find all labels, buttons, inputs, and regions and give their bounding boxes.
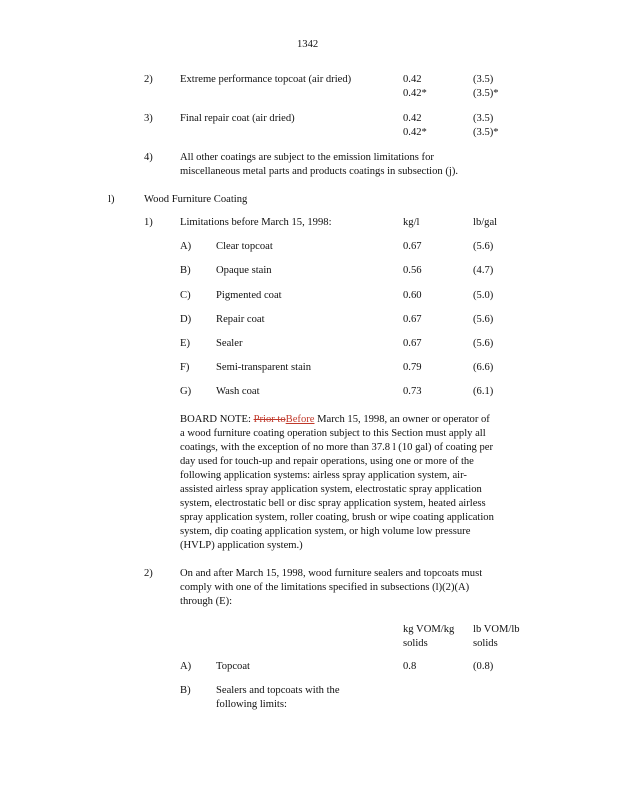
row-kg: 0.67 bbox=[403, 241, 422, 252]
row-name: Opaque stain bbox=[216, 265, 272, 276]
inserted-text: Before bbox=[285, 414, 315, 425]
row-letter: F) bbox=[180, 362, 190, 373]
board-note-line: following application systems: airless spray application system, air- bbox=[180, 470, 467, 481]
section-title: Wood Furniture Coating bbox=[144, 194, 248, 205]
row-letter: A) bbox=[180, 661, 192, 672]
row-name: Clear topcoat bbox=[216, 241, 273, 252]
kg-value: 0.42 bbox=[403, 74, 422, 85]
column-header-kg: kg VOM/kg bbox=[403, 624, 455, 635]
row-name: Repair coat bbox=[216, 314, 265, 325]
row-name: Topcoat bbox=[216, 661, 250, 672]
board-note-line: a wood furniture coating operation subject to this Section must apply all bbox=[180, 428, 486, 439]
row-name: Semi-transparent stain bbox=[216, 362, 312, 373]
row-lb: (6.6) bbox=[473, 362, 494, 373]
item-number: 4) bbox=[144, 152, 153, 163]
row-kg: 0.60 bbox=[403, 290, 422, 301]
row-kg: 0.73 bbox=[403, 386, 422, 397]
board-note-line bbox=[180, 413, 490, 427]
lb-value-alt: (3.5)* bbox=[473, 127, 499, 138]
item-number: 2) bbox=[144, 74, 153, 85]
kg-value: 0.42 bbox=[403, 113, 422, 124]
item-label: Extreme performance topcoat (air dried) bbox=[180, 74, 352, 85]
column-header-lb: lb/gal bbox=[473, 217, 498, 228]
column-header-lb: lb VOM/lb bbox=[473, 624, 520, 635]
row-kg: 0.8 bbox=[403, 661, 417, 672]
board-note-line: system, electrostatic bell or disc spray application system, heated airless bbox=[180, 498, 486, 509]
row-letter: C) bbox=[180, 290, 191, 301]
row-kg: 0.79 bbox=[403, 362, 422, 373]
board-note-line: assisted airless spray application system, electrostatic spray application bbox=[180, 484, 482, 495]
board-note-line: (HVLP) application system.) bbox=[180, 540, 303, 551]
kg-value-alt: 0.42* bbox=[403, 88, 427, 99]
row-lb: (5.6) bbox=[473, 241, 494, 252]
item-text-line: miscellaneous metal parts and products coatings in subsection (j). bbox=[180, 166, 459, 177]
row-name: Sealers and topcoats with the bbox=[216, 685, 340, 696]
row-letter: A) bbox=[180, 241, 192, 252]
row-letter: E) bbox=[180, 338, 190, 349]
lb-value-alt: (3.5)* bbox=[473, 88, 499, 99]
subsection-number: 2) bbox=[144, 568, 153, 579]
row-kg: 0.56 bbox=[403, 265, 422, 276]
board-note-line: system, dip coating application system, or high volume low pressure bbox=[180, 526, 471, 537]
row-letter: D) bbox=[180, 314, 192, 325]
row-kg: 0.67 bbox=[403, 338, 422, 349]
column-header-kg-sub: solids bbox=[403, 638, 428, 649]
subsection-number: 1) bbox=[144, 217, 153, 228]
item-number: 3) bbox=[144, 113, 153, 124]
lb-value: (3.5) bbox=[473, 113, 494, 124]
row-lb: (4.7) bbox=[473, 265, 494, 276]
board-note-line: day used for touch-up and repair operations, using one or more of the bbox=[180, 456, 474, 467]
row-name-cont: following limits: bbox=[216, 699, 287, 710]
row-kg: 0.67 bbox=[403, 314, 422, 325]
item-text-line: All other coatings are subject to the emission limitations for bbox=[180, 152, 434, 163]
row-letter: B) bbox=[180, 265, 191, 276]
row-lb: (5.6) bbox=[473, 314, 494, 325]
row-lb: (0.8) bbox=[473, 661, 494, 672]
subsection-text-line: comply with one of the limitations specified in subsections (l)(2)(A) bbox=[180, 582, 470, 593]
deleted-text: Prior to bbox=[253, 414, 286, 425]
row-name: Wash coat bbox=[216, 386, 260, 397]
subsection-heading: Limitations before March 15, 1998: bbox=[180, 217, 332, 228]
board-note-line: coatings, with the exception of no more than 37.8 l (10 gal) of coating per bbox=[180, 442, 494, 453]
page-number: 1342 bbox=[297, 39, 319, 50]
row-lb: (5.0) bbox=[473, 290, 494, 301]
kg-value-alt: 0.42* bbox=[403, 127, 427, 138]
board-note-lead: BOARD NOTE: bbox=[180, 414, 251, 425]
subsection-text-line: through (E): bbox=[180, 596, 233, 607]
row-name: Pigmented coat bbox=[216, 290, 282, 301]
row-lb: (5.6) bbox=[473, 338, 494, 349]
row-letter: B) bbox=[180, 685, 191, 696]
row-lb: (6.1) bbox=[473, 386, 494, 397]
section-label: l) bbox=[108, 194, 115, 205]
subsection-text-line: On and after March 15, 1998, wood furniture sealers and topcoats must bbox=[180, 568, 483, 579]
row-letter: G) bbox=[180, 386, 192, 397]
column-header-kg: kg/l bbox=[403, 217, 420, 228]
item-label: Final repair coat (air dried) bbox=[180, 113, 295, 124]
lb-value: (3.5) bbox=[473, 74, 494, 85]
board-note-text: March 15, 1998, an owner or operator of bbox=[317, 414, 490, 425]
board-note-line: spray application system, roller coating, brush or wipe coating application bbox=[180, 512, 494, 523]
column-header-lb-sub: solids bbox=[473, 638, 498, 649]
row-name: Sealer bbox=[216, 338, 243, 349]
